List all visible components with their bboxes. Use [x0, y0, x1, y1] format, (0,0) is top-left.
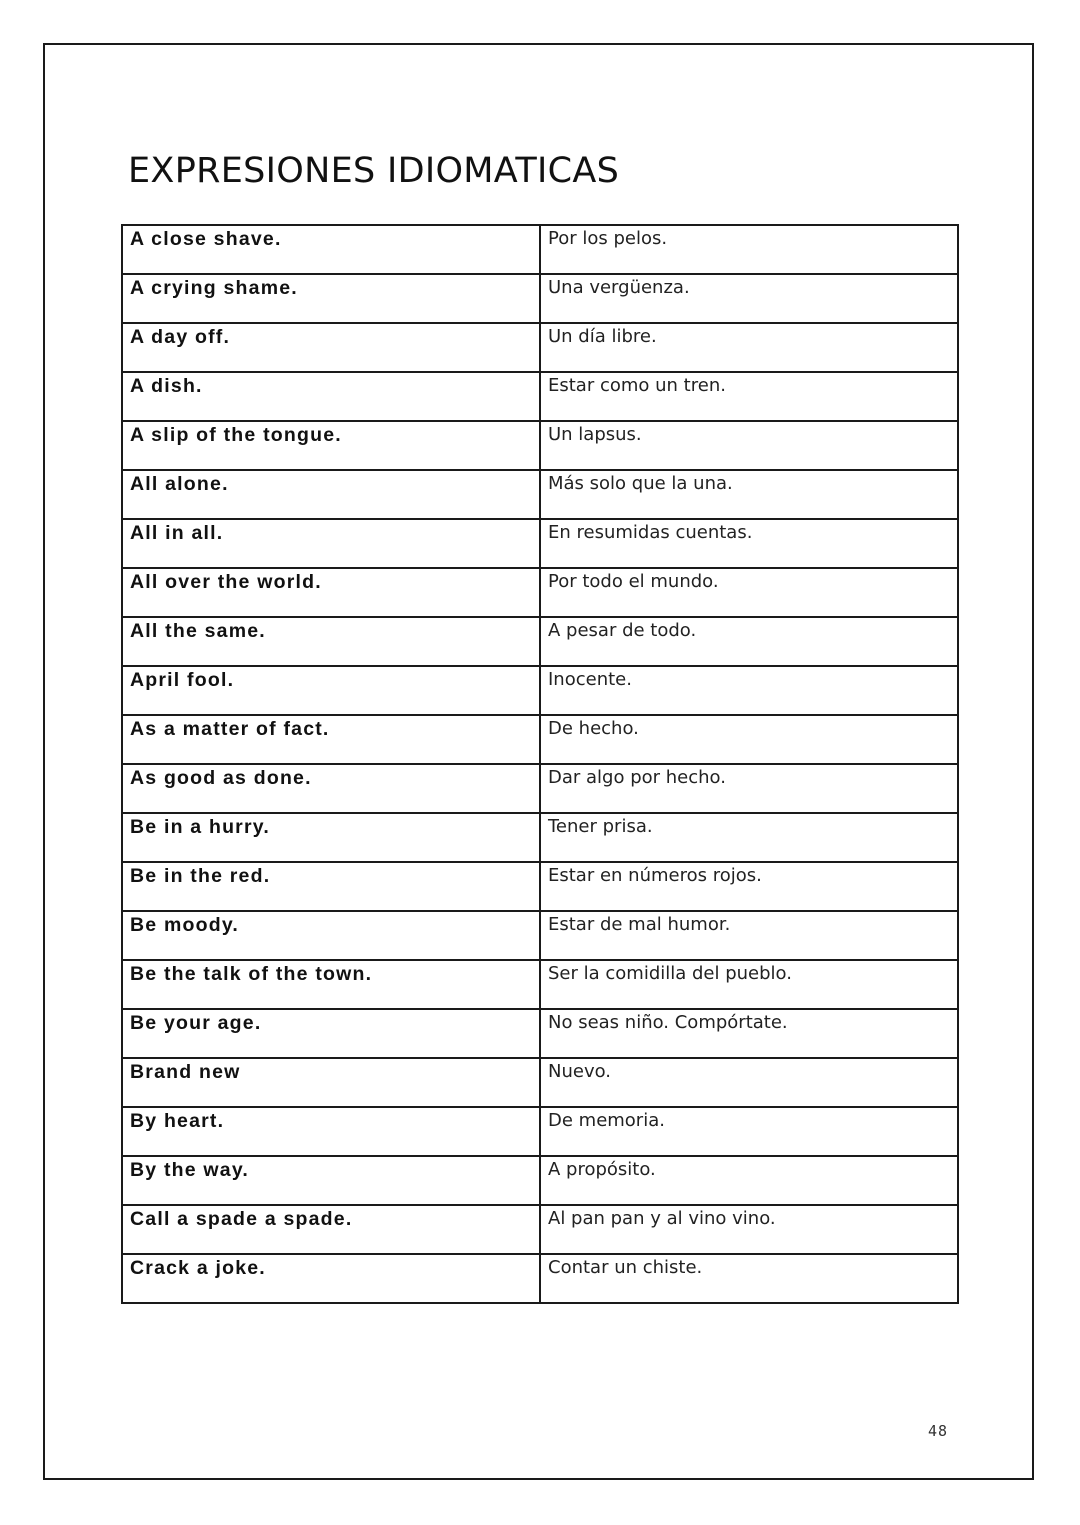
idiom-spanish: A propósito.	[540, 1156, 958, 1205]
idiom-spanish: A pesar de todo.	[540, 617, 958, 666]
page-number: 48	[928, 1422, 949, 1440]
table-row	[122, 1009, 958, 1058]
idiom-spanish: Más solo que la una.	[540, 470, 958, 519]
table-row	[122, 1156, 958, 1205]
table-row	[122, 1254, 958, 1303]
idiom-spanish: Un día libre.	[540, 323, 958, 372]
table-row	[122, 372, 958, 421]
idiom-english: April fool.	[122, 666, 540, 715]
idiom-english: As a matter of fact.	[122, 715, 540, 764]
idiom-spanish: Estar como un tren.	[540, 372, 958, 421]
idiom-english: All the same.	[122, 617, 540, 666]
idiom-spanish: Una vergüenza.	[540, 274, 958, 323]
idiom-english: Be in the red.	[122, 862, 540, 911]
idioms-table-body	[122, 225, 958, 1303]
idioms-table	[121, 224, 959, 1304]
table-row	[122, 911, 958, 960]
table-row	[122, 519, 958, 568]
idiom-english: As good as done.	[122, 764, 540, 813]
table-row	[122, 764, 958, 813]
idiom-english: All in all.	[122, 519, 540, 568]
table-row	[122, 421, 958, 470]
idiom-spanish: Un lapsus.	[540, 421, 958, 470]
idiom-english: All over the world.	[122, 568, 540, 617]
idiom-spanish: Inocente.	[540, 666, 958, 715]
idiom-english: Be moody.	[122, 911, 540, 960]
idiom-english: A day off.	[122, 323, 540, 372]
idiom-spanish: Al pan pan y al vino vino.	[540, 1205, 958, 1254]
table-row	[122, 715, 958, 764]
idiom-spanish: De memoria.	[540, 1107, 958, 1156]
idiom-english: All alone.	[122, 470, 540, 519]
idiom-spanish: Estar de mal humor.	[540, 911, 958, 960]
idiom-spanish: No seas niño. Compórtate.	[540, 1009, 958, 1058]
idiom-english: A slip of the tongue.	[122, 421, 540, 470]
idiom-english: Be the talk of the town.	[122, 960, 540, 1009]
table-row	[122, 862, 958, 911]
table-row	[122, 666, 958, 715]
table-row	[122, 1205, 958, 1254]
idiom-english: Brand new	[122, 1058, 540, 1107]
idiom-spanish: Ser la comidilla del pueblo.	[540, 960, 958, 1009]
idiom-spanish: Por todo el mundo.	[540, 568, 958, 617]
idiom-english: By the way.	[122, 1156, 540, 1205]
idiom-english: Crack a joke.	[122, 1254, 540, 1303]
idiom-spanish: Dar algo por hecho.	[540, 764, 958, 813]
idiom-english: Be in a hurry.	[122, 813, 540, 862]
idiom-english: A dish.	[122, 372, 540, 421]
idiom-spanish: De hecho.	[540, 715, 958, 764]
table-row	[122, 960, 958, 1009]
table-row	[122, 323, 958, 372]
table-row	[122, 568, 958, 617]
idiom-spanish: Contar un chiste.	[540, 1254, 958, 1303]
table-row	[122, 617, 958, 666]
idiom-english: A close shave.	[122, 225, 540, 274]
idiom-english: Be your age.	[122, 1009, 540, 1058]
idiom-spanish: Estar en números rojos.	[540, 862, 958, 911]
page-title: EXPRESIONES IDIOMATICAS	[128, 151, 620, 191]
table-row	[122, 813, 958, 862]
idiom-spanish: Nuevo.	[540, 1058, 958, 1107]
idiom-spanish: Tener prisa.	[540, 813, 958, 862]
table-row	[122, 470, 958, 519]
table-row	[122, 225, 958, 274]
idiom-english: A crying shame.	[122, 274, 540, 323]
idiom-english: By heart.	[122, 1107, 540, 1156]
table-row	[122, 1107, 958, 1156]
table-row	[122, 1058, 958, 1107]
idiom-spanish: En resumidas cuentas.	[540, 519, 958, 568]
idiom-english: Call a spade a spade.	[122, 1205, 540, 1254]
table-row	[122, 274, 958, 323]
idiom-spanish: Por los pelos.	[540, 225, 958, 274]
